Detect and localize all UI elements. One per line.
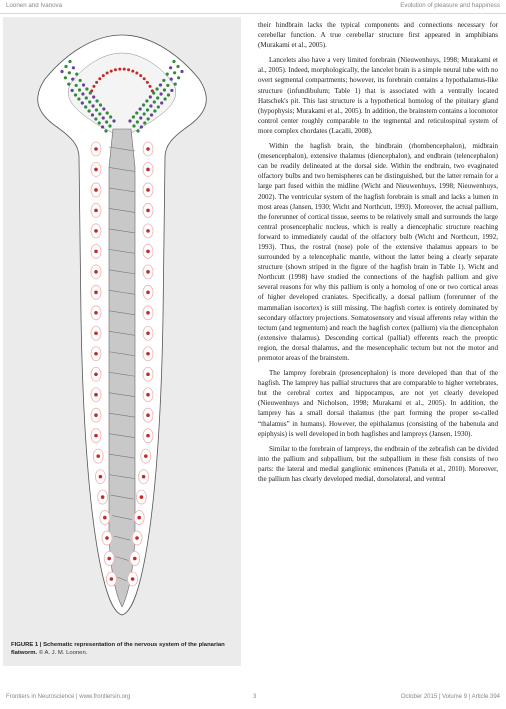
head-neuron-dot xyxy=(140,125,143,128)
head-neuron-dot xyxy=(71,78,74,81)
head-neuron-dot xyxy=(153,100,156,103)
ganglion-dot xyxy=(146,250,150,254)
main-text-column xyxy=(258,20,498,489)
head-neuron-dot xyxy=(143,77,146,80)
head-neuron-dot xyxy=(128,119,131,122)
head-neuron-dot xyxy=(104,129,107,132)
ganglion-dot xyxy=(94,434,98,438)
head-neuron-dot xyxy=(98,112,101,115)
head-neuron-dot xyxy=(109,115,112,118)
head-neuron-dot xyxy=(72,66,75,69)
ganglion-dot xyxy=(146,168,150,172)
head-neuron-dot xyxy=(85,96,88,99)
head-neuron-dot xyxy=(153,109,156,112)
head-neuron-dot xyxy=(88,100,91,103)
head-neuron-dot xyxy=(149,104,152,107)
footer-issue: October 2015 | Volume 9 | Article 394 xyxy=(400,694,500,700)
head-neuron-dot xyxy=(160,101,163,104)
head-neuron-dot xyxy=(142,103,145,106)
head-neuron-dot xyxy=(91,104,94,107)
head-neuron-dot xyxy=(85,87,88,90)
header-rule xyxy=(0,13,506,14)
ganglion-dot xyxy=(146,393,150,397)
head-neuron-dot xyxy=(68,71,71,74)
ganglion-dot xyxy=(146,372,150,376)
ganglion-dot xyxy=(142,475,146,479)
head-neuron-dot xyxy=(146,108,149,111)
head-neuron-dot xyxy=(173,71,176,74)
head-neuron-dot xyxy=(75,84,78,87)
head-neuron-dot xyxy=(106,72,109,75)
head-neuron-dot xyxy=(102,116,105,119)
page-footer xyxy=(6,694,500,703)
head-neuron-dot xyxy=(135,72,138,75)
head-neuron-dot xyxy=(81,92,84,95)
head-neuron-dot xyxy=(156,96,159,99)
head-neuron-dot xyxy=(174,83,177,86)
head-neuron-dot xyxy=(99,103,102,106)
ganglion-dot xyxy=(94,209,98,213)
ganglion-dot xyxy=(144,454,148,458)
head-neuron-dot xyxy=(79,79,82,82)
head-neuron-dot xyxy=(146,81,149,84)
ganglion-dot xyxy=(146,352,150,356)
head-neuron-dot xyxy=(102,107,105,110)
head-neuron-dot xyxy=(170,89,173,92)
ganglion-dot xyxy=(94,147,98,151)
head-neuron-dot xyxy=(106,111,109,114)
head-neuron-dot xyxy=(139,116,142,119)
running-head-authors: Loonen and Ivanova xyxy=(6,2,63,9)
head-neuron-dot xyxy=(150,113,153,116)
figure-caption-credit: © A. J. M. Loonen. xyxy=(38,650,88,656)
head-neuron-dot xyxy=(159,92,162,95)
ganglion-dot xyxy=(94,331,98,335)
head-neuron-dot xyxy=(166,84,169,87)
head-neuron-dot xyxy=(172,60,175,63)
head-neuron-dot xyxy=(132,124,135,127)
head-neuron-dot xyxy=(163,88,166,91)
head-neuron-dot xyxy=(112,119,115,122)
head-neuron-dot xyxy=(136,120,139,123)
head-neuron-dot xyxy=(123,68,126,71)
head-neuron-dot xyxy=(75,73,78,76)
ganglion-dot xyxy=(146,270,150,274)
ganglion-dot xyxy=(146,188,150,192)
head-neuron-dot xyxy=(145,99,148,102)
head-neuron-dot xyxy=(169,66,172,69)
ganglion-dot xyxy=(94,188,98,192)
head-neuron-dot xyxy=(177,76,180,79)
head-neuron-dot xyxy=(149,85,152,88)
ganglion-dot xyxy=(146,291,150,295)
head-neuron-dot xyxy=(163,97,166,100)
head-neuron-dot xyxy=(60,70,63,73)
head-neuron-dot xyxy=(101,125,104,128)
head-neuron-dot xyxy=(108,124,111,127)
ganglion-dot xyxy=(101,495,105,499)
head-neuron-dot xyxy=(77,97,80,100)
head-neuron-dot xyxy=(98,77,101,80)
ganglion-dot xyxy=(103,516,107,520)
paragraph-2: Lancelets also have a very limited forebrain (Nieuwenhuys, 1998; Murakami et al., 2005). Indeed, morphologically, the lancelet brain is a simple neural tube with no overt segmental compartments; however, its forebrain contains a hypothalamus-like structure (infundibulum; Table 1) that is associated with a ventrally located Hatschek's pit. This last structure is a hypothetical homolog of the pituitary gland (hypophysis; Murakami et al., 2005). In addition, the brainstem contains a locomotor control center roughly comparable to the tegmental and reticulospinal system of more complex chordates (Lacalli, 2008). xyxy=(258,56,498,135)
head-neuron-dot xyxy=(64,76,67,79)
ganglion-dot xyxy=(94,168,98,172)
head-neuron-dot xyxy=(95,81,98,84)
ganglion-dot xyxy=(94,372,98,376)
head-neuron-dot xyxy=(167,93,170,96)
head-neuron-dot xyxy=(91,113,94,116)
ganglion-dot xyxy=(94,291,98,295)
ganglion-dot xyxy=(146,229,150,233)
head-neuron-dot xyxy=(136,129,139,132)
ganglion-dot xyxy=(96,454,100,458)
head-neuron-dot xyxy=(92,85,95,88)
head-neuron-dot xyxy=(139,107,142,110)
ganglion-dot xyxy=(99,475,103,479)
head-neuron-dot xyxy=(87,109,90,112)
ganglion-dot xyxy=(140,495,144,499)
ganglion-dot xyxy=(137,516,141,520)
head-neuron-dot xyxy=(180,70,183,73)
ganglion-dot xyxy=(146,209,150,213)
ganglion-dot xyxy=(94,270,98,274)
ganglion-dot xyxy=(105,536,109,540)
footer-journal: Frontiers in Neuroscience | www.frontiersin.org xyxy=(6,694,131,700)
head-neuron-dot xyxy=(162,79,165,82)
ganglion-dot xyxy=(146,434,150,438)
head-neuron-dot xyxy=(102,74,105,77)
head-neuron-dot xyxy=(157,105,160,108)
head-neuron-dot xyxy=(82,83,85,86)
head-neuron-dot xyxy=(170,78,173,81)
head-neuron-dot xyxy=(68,60,71,63)
ganglion-dot xyxy=(146,331,150,335)
nerve-cord xyxy=(109,129,135,607)
head-neuron-dot xyxy=(143,112,146,115)
ganglion-dot xyxy=(133,557,137,561)
ganglion-dot xyxy=(107,557,111,561)
figure-caption-title: FIGURE 1 | Schematic representation of the nervous system of the planarian flatworm. xyxy=(11,642,225,656)
paragraph-3: Within the hagfish brain, the hindbrain (rhombencephalon), midbrain (mesencephalon), extensive thalamus (diencephalon), and endbrain (telencephalon) can be readily delineated at the dorsal side. Within the endbrain, two evaginated olfactory bulbs and two hemispheres can be distinguished, but the latter remain for a large part fused within the midline (Wicht and Nieuwenhuys, 1998; Nieuwenhuys, 2002). The ventricular system of the hagfish forebrain is small and lacks a lumen in most areas (Jansen, 1930; Wicht and Northcutt, 1993). Moreover, the actual pallium, the forerunner of cortical tissue, seems to be relatively small and surrounds the large central prosencephalic nucleus, which is really a diencephalic structure reaching forward to immediately caudal of the olfactory bulb (Wicht and Northcutt, 1992, 1993). Thus, the rostral (nose) pole of the extensive thalamus appears to be surrounded by a telencephalic mantle, without the latter being a clearly separate structure (shown striped in the figure of the hagfish brain in Table 1). Wicht and Northcutt (1998) have studied the connections of the hagfish pallium and give several reasons for why this pallium is only a homolog of one or two cortical areas of higher developed craniates. Specifically, a dorsal pallium (forerunner of the mammalian isocortex) is still missing. The hagfish cortex is entirely dominated by secondary olfactory projections. Somatosensory and visual afferents relay within the tectum (and tegmentum) and reach the hagfish cortex (pallium) via the diencephalon (extensive thalamus). Descending cortical (pallial) efferents reach the preoptic region, the dorsal thalamus, and the mesencephalic tectum but not the motor and premotor areas of the brainstem. xyxy=(258,142,498,362)
ganglion-dot xyxy=(94,352,98,356)
ganglion-dot xyxy=(94,229,98,233)
figure-1 xyxy=(3,17,241,666)
head-neuron-dot xyxy=(64,65,67,68)
head-neuron-dot xyxy=(147,117,150,120)
ganglion-dot xyxy=(131,577,135,581)
ganglion-dot xyxy=(94,413,98,417)
head-neuron-dot xyxy=(132,115,135,118)
ganglion-dot xyxy=(146,413,150,417)
head-neuron-dot xyxy=(118,68,121,71)
head-neuron-dot xyxy=(114,68,117,71)
head-neuron-dot xyxy=(155,87,158,90)
ganglion-dot xyxy=(146,311,150,315)
ganglion-dot xyxy=(110,577,114,581)
head-neuron-dot xyxy=(98,121,101,124)
paragraph-4: The lamprey forebrain (prosencephalon) is more developed than that of the hagfish. The lamprey has pallial structures that are comparable to higher vertebrates, but the cerebral cortex and hippocampus, are not yet clearly developed (Nieuwenhuys and Nicholson, 1998; Murakami et al., 2005). In addition, the lamprey has a small dorsal thalamus (the part forming the proper so-called “thalamus” in humans). However, the epithalamus (consisting of the habenula and epiphysis) is well developed in both hagfishes and lampreys (Jansen, 1930). xyxy=(258,369,498,438)
head-neuron-dot xyxy=(78,88,81,91)
head-neuron-dot xyxy=(81,101,84,104)
head-neuron-dot xyxy=(176,65,179,68)
paragraph-5: Similar to the forebrain of lampreys, the endbrain of the zebrafish can be divided into the pallium and subpallium, but the subpallium in these fish consists of two parts: the lateral and medial ganglionic eminences (Panula et al., 2010). Moreover, the pallium has clearly developed medial, dorsolateral, and ventral xyxy=(258,444,498,484)
running-head-title: Evolution of pleasure and happiness xyxy=(400,2,500,9)
head-neuron-dot xyxy=(159,83,162,86)
head-neuron-dot xyxy=(127,68,130,71)
head-neuron-dot xyxy=(131,70,134,73)
head-neuron-dot xyxy=(110,70,113,73)
head-neuron-dot xyxy=(135,111,138,114)
head-neuron-dot xyxy=(92,95,95,98)
ganglion-dot xyxy=(135,536,139,540)
head-neuron-dot xyxy=(139,74,142,77)
head-neuron-dot xyxy=(166,73,169,76)
ganglion-dot xyxy=(94,311,98,315)
head-neuron-dot xyxy=(71,89,74,92)
figure-caption xyxy=(11,641,237,657)
head-neuron-dot xyxy=(149,95,152,98)
head-neuron-dot xyxy=(94,117,97,120)
head-neuron-dot xyxy=(67,83,70,86)
ganglion-dot xyxy=(146,147,150,151)
page-number: 3 xyxy=(253,694,257,700)
ganglion-dot xyxy=(94,393,98,397)
head-neuron-dot xyxy=(95,108,98,111)
head-neuron-dot xyxy=(105,120,108,123)
paragraph-1: their hindbrain lacks the typical components and connections necessary for cerebellar function. A true cerebellar structure first appeared in amphibians (Murakami et al., 2005). xyxy=(258,21,498,50)
planarian-nervous-system-illustration xyxy=(3,17,241,623)
head-neuron-dot xyxy=(84,105,87,108)
page-header xyxy=(6,2,500,12)
head-neuron-dot xyxy=(74,93,77,96)
head-neuron-dot xyxy=(90,89,93,92)
head-neuron-dot xyxy=(151,89,154,92)
ganglion-dot xyxy=(94,250,98,254)
head-neuron-dot xyxy=(143,121,146,124)
head-neuron-dot xyxy=(95,99,98,102)
